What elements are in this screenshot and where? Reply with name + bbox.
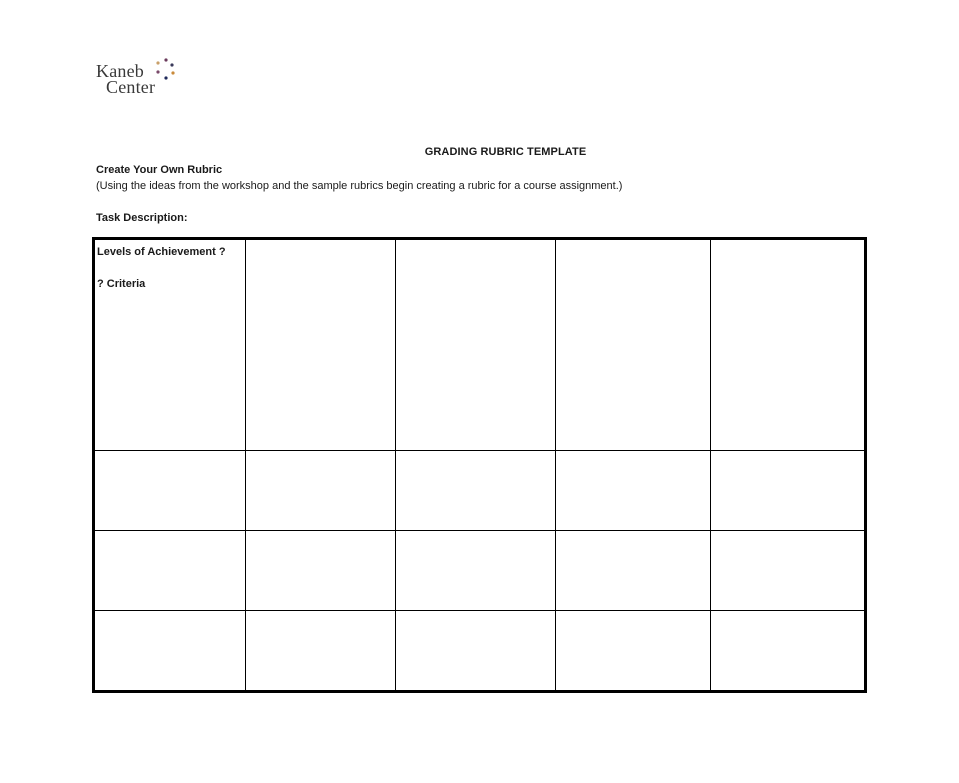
logo-text-line2: Center [106, 77, 156, 97]
level-header-cell[interactable] [555, 239, 711, 451]
document-title: GRADING RUBRIC TEMPLATE [424, 146, 587, 158]
rubric-cell[interactable] [555, 451, 711, 531]
logo-dot [156, 61, 159, 64]
level-header-cell[interactable] [245, 239, 396, 451]
logo-dot [170, 63, 173, 66]
levels-of-achievement-label: Levels of Achievement ? [97, 246, 226, 258]
rubric-cell[interactable] [396, 531, 556, 611]
criteria-cell[interactable] [94, 611, 246, 692]
table-row [94, 239, 866, 451]
level-header-cell[interactable] [711, 239, 866, 451]
rubric-cell[interactable] [711, 611, 866, 692]
rubric-cell[interactable] [396, 451, 556, 531]
create-rubric-heading: Create Your Own Rubric [96, 164, 223, 176]
rubric-cell[interactable] [245, 531, 396, 611]
rubric-cell[interactable] [396, 611, 556, 692]
rubric-cell[interactable] [711, 451, 866, 531]
criteria-label: ? Criteria [97, 278, 146, 290]
logo-text-line1: Kaneb [96, 61, 144, 81]
logo-dot [171, 71, 174, 74]
kaneb-center-logo [96, 60, 196, 100]
rubric-cell[interactable] [555, 531, 711, 611]
logo-dots-icon [152, 58, 180, 84]
logo-dot [164, 76, 167, 79]
logo-dot [156, 70, 159, 73]
level-header-cell[interactable] [396, 239, 556, 451]
rubric-cell[interactable] [245, 611, 396, 692]
table-row [94, 451, 866, 531]
rubric-table [92, 237, 867, 693]
rubric-cell[interactable] [245, 451, 396, 531]
rubric-cell[interactable] [711, 531, 866, 611]
task-description-label: Task Description: [96, 212, 188, 224]
instructions-note: (Using the ideas from the workshop and the sample rubrics begin creating a rubric for a course assignment.) [96, 180, 623, 192]
criteria-cell[interactable] [94, 451, 246, 531]
criteria-cell[interactable] [94, 531, 246, 611]
table-row [94, 531, 866, 611]
rubric-cell[interactable] [555, 611, 711, 692]
rubric-header-cell[interactable] [94, 239, 246, 451]
logo-dot [164, 58, 167, 61]
table-row [94, 611, 866, 692]
